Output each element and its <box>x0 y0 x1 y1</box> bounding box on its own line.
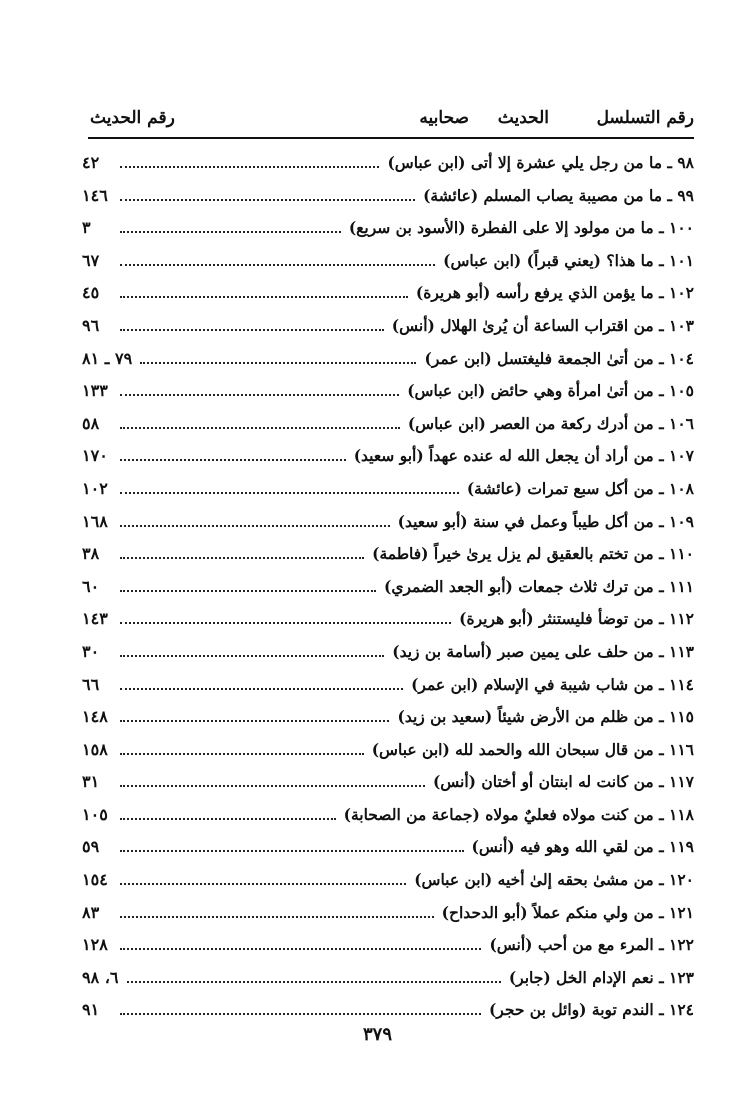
list-item <box>82 831 694 864</box>
dot-leader <box>120 328 384 331</box>
hadith-number: ١٥٨ <box>82 739 108 759</box>
dot-leader <box>120 654 384 657</box>
page-number: ٣٧٩ <box>362 1024 392 1045</box>
list-item <box>82 701 694 734</box>
list-item <box>82 571 694 604</box>
hadith-number: ٣٨ <box>82 544 100 564</box>
hadith-entry: ٩٩ ـ ما من مصيبة يصاب المسلم (عائشة) <box>423 185 694 205</box>
hadith-number: ٣٠ <box>82 641 100 661</box>
hadith-number-column-label: رقم الحديث <box>90 108 175 128</box>
hadith-number: ١٥٤ <box>82 870 108 890</box>
dot-leader <box>120 198 415 201</box>
hadith-entry: ١١٩ ـ من لقي الله وهو فيه (أنس) <box>471 837 694 857</box>
dot-leader <box>120 621 451 624</box>
dot-leader <box>120 230 341 233</box>
list-item <box>82 473 694 506</box>
hadith-entry: ١٠٨ ـ من أكل سبع تمرات (عائشة) <box>466 478 694 498</box>
hadith-number: ١٣٣ <box>82 381 108 401</box>
hadith-entry: ٩٨ ـ ما من رجل يلي عشرة إلا أتى (ابن عباس) <box>387 153 694 172</box>
hadith-number: ٧٩ ـ ٨١ <box>82 348 133 368</box>
hadith-number: ١٠٢ <box>82 478 108 498</box>
hadith-number: ١٦٨ <box>82 511 108 531</box>
list-item <box>82 343 694 376</box>
hadith-number: ٥٩ <box>82 837 100 857</box>
list-item <box>82 994 694 1027</box>
list-item <box>82 538 694 571</box>
list-item <box>82 929 694 962</box>
hadith-entry: ١١٢ ـ من توضأ فليستنثر (أبو هريرة) <box>459 609 694 629</box>
dot-leader <box>120 947 481 950</box>
hadith-number: ٤٢ <box>82 153 100 172</box>
hadith-number: ٩٦ <box>82 315 100 335</box>
list-item <box>82 603 694 636</box>
dot-leader <box>120 589 376 592</box>
list-item <box>82 180 694 213</box>
hadith-entry: ١١٤ ـ من شاب شيبة في الإسلام (ابن عمر) <box>411 674 694 694</box>
hadith-entry: ١٠٤ ـ من أتىٰ الجمعة فليغتسل (ابن عمر) <box>424 348 694 368</box>
hadith-number: ٩١ <box>82 1000 100 1020</box>
list-item <box>82 734 694 767</box>
hadith-number: ٦٧ <box>82 250 100 270</box>
serial-number-column-label: رقم التسلسل <box>596 108 694 128</box>
hadith-number: ٥٨ <box>82 413 100 433</box>
hadith-entry: ١٢٠ ـ من مشىٰ بحقه إلىٰ أخيه (ابن عباس) <box>414 870 694 890</box>
dot-leader <box>120 915 434 918</box>
hadith-entry: ١٠٠ ـ ما من مولود إلا على الفطرة (الأسود بن سريع) <box>348 218 694 238</box>
hadith-number: ٦، ٩٨ <box>82 967 119 987</box>
list-item <box>82 962 694 995</box>
hadith-number: ٦٠ <box>82 576 100 596</box>
dot-leader <box>120 426 400 429</box>
hadith-number: ١٤٨ <box>82 707 108 727</box>
dot-leader <box>120 263 435 266</box>
header-divider <box>88 137 694 139</box>
hadith-entry: ١٠٥ ـ من أتىٰ امرأة وهي حائض (ابن عباس) <box>407 381 694 401</box>
hadith-entry: ١٠٦ ـ من أدرك ركعة من العصر (ابن عباس) <box>407 413 694 433</box>
list-item <box>82 766 694 799</box>
hadith-number: ٤٥ <box>82 283 100 303</box>
hadith-entry: ١١٠ ـ من تختم بالعقيق لم يزل يرىٰ خيراً (فاطمة) <box>372 544 694 564</box>
dot-leader <box>120 556 364 559</box>
hadith-number: ٨٣ <box>82 902 100 922</box>
dot-leader <box>120 1012 481 1015</box>
hadith-entry: ١٢٣ ـ نعم الإدام الخل (جابر) <box>508 967 694 987</box>
list-item <box>82 506 694 539</box>
list-item <box>82 408 694 441</box>
dot-leader <box>120 165 379 168</box>
companion-column-label: صحابيه <box>419 108 469 128</box>
hadith-column-label: الحديث <box>497 108 549 128</box>
hadith-number: ٣١ <box>82 772 100 792</box>
hadith-entry: ١٠١ ـ ما هذا؟ (يعني قبراً) (ابن عباس) <box>443 250 694 270</box>
hadith-entry: ١٠٢ ـ ما يؤمن الذي يرفع رأسه (أبو هريرة) <box>415 283 694 303</box>
hadith-entry: ١١٣ ـ من حلف على يمين صبر (أسامة بن زيد) <box>392 641 694 661</box>
table-header <box>88 104 694 138</box>
dot-leader <box>140 361 416 364</box>
hadith-entry: ١١٨ ـ من كنت مولاه فعليٌ مولاه (جماعة من الصحابة) <box>343 804 694 824</box>
dot-leader <box>120 524 390 527</box>
dot-leader <box>120 784 425 787</box>
hadith-entry: ١٢١ ـ من ولي منكم عملاً (أبو الدحداح) <box>441 902 694 922</box>
list-item <box>82 440 694 473</box>
hadith-number: ١٤٦ <box>82 185 108 205</box>
hadith-entry: ١٠٣ ـ من اقتراب الساعة أن يُرىٰ الهلال (أنس) <box>391 315 694 335</box>
dot-leader <box>120 393 399 396</box>
hadith-entry: ١٠٩ ـ من أكل طيباً وعمل في سنة (أبو سعيد) <box>397 511 694 531</box>
hadith-number: ١٢٨ <box>82 935 108 955</box>
list-item <box>82 212 694 245</box>
list-item <box>82 636 694 669</box>
dot-leader <box>127 980 501 983</box>
list-item <box>82 864 694 897</box>
hadith-number: ١٤٣ <box>82 609 108 629</box>
hadith-entry: ١١٧ ـ من كانت له ابنتان أو أختان (أنس) <box>432 772 694 792</box>
hadith-entry: ١٢٢ ـ المرء مع من أحب (أنس) <box>489 935 694 955</box>
dot-leader <box>120 752 364 755</box>
list-item <box>82 147 694 180</box>
list-item <box>82 310 694 343</box>
hadith-number: ١٧٠ <box>82 446 108 466</box>
dot-leader <box>120 817 336 820</box>
list-item <box>82 897 694 930</box>
hadith-number: ٦٦ <box>82 674 100 694</box>
dot-leader <box>120 719 389 722</box>
hadith-entry: ١٠٧ ـ من أراد أن يجعل الله له عنده عهداً (أبو سعيد) <box>353 446 694 466</box>
dot-leader <box>120 295 408 298</box>
hadith-number: ٣ <box>82 218 91 238</box>
list-item <box>82 277 694 310</box>
dot-leader <box>120 687 403 690</box>
hadith-number: ١٠٥ <box>82 804 108 824</box>
list-item <box>82 245 694 278</box>
hadith-entry: ١١٦ ـ من قال سبحان الله والحمد لله (ابن عباس) <box>371 739 694 759</box>
hadith-entry: ١١٥ ـ من ظلم من الأرض شيئاً (سعيد بن زيد) <box>397 707 694 727</box>
dot-leader <box>120 882 406 885</box>
list-item <box>82 799 694 832</box>
hadith-entry: ١٢٤ ـ الندم توبة (وائل بن حجر) <box>488 1000 694 1020</box>
dot-leader <box>120 491 459 494</box>
dot-leader <box>120 849 464 852</box>
hadith-entry: ١١١ ـ من ترك ثلاث جمعات (أبو الجعد الضمري) <box>384 576 694 596</box>
dot-leader <box>120 458 346 461</box>
list-item <box>82 669 694 702</box>
hadith-index-list <box>82 147 694 1027</box>
list-item <box>82 375 694 408</box>
